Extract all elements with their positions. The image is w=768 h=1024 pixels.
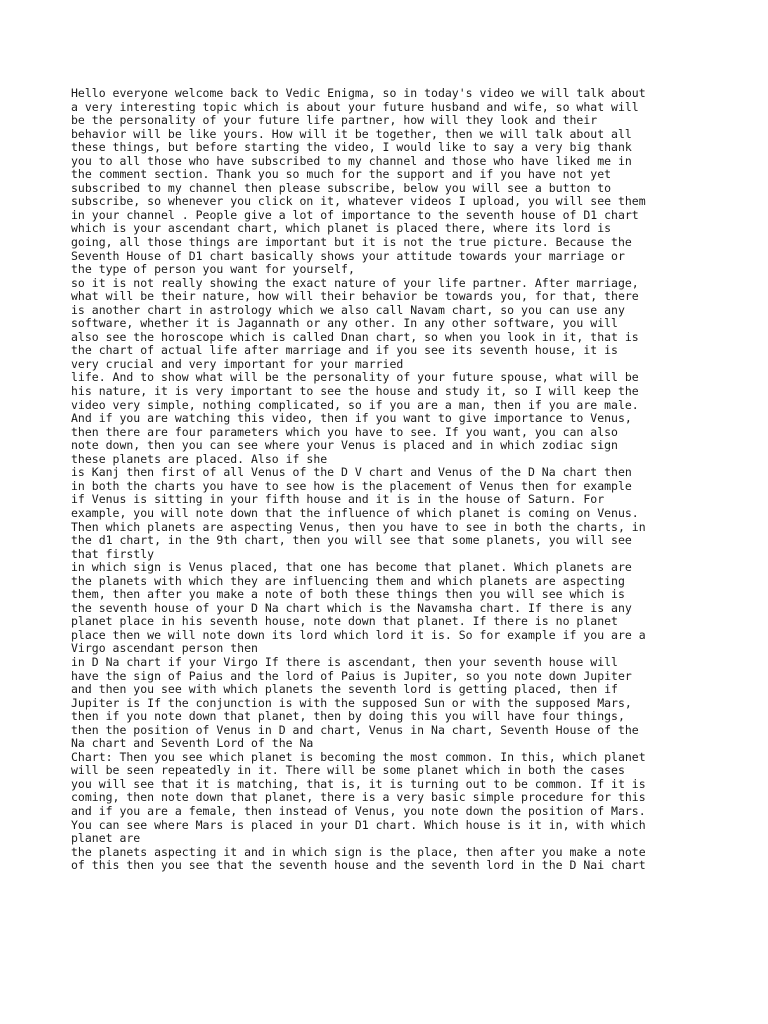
text-line: subscribed to my channel then please subscribe, below you will see a button to — [71, 180, 612, 195]
text-line: of this then you see that the seventh house and the seventh lord in the D Nai chart — [71, 858, 646, 873]
text-line: in D Na chart if your Virgo If there is ascendant, then your seventh house will — [71, 654, 618, 669]
text-line: then there are four parameters which you have to see. If you want, you can also — [71, 424, 618, 439]
text-line: so it is not really showing the exact nature of your life partner. After marriage, — [71, 275, 639, 290]
text-line: planet are — [71, 831, 141, 846]
text-line: is Kanj then first of all Venus of the D V chart and Venus of the D Na chart then — [71, 465, 632, 480]
text-line: his nature, it is very important to see the house and study it, so I will keep the — [71, 384, 639, 399]
text-line: Na chart and Seventh Lord of the Na — [71, 736, 314, 751]
text-line: you will see that it is matching, that is, it is turning out to be common. If it is — [71, 776, 646, 791]
text-line: these planets are placed. Also if she — [71, 451, 328, 466]
text-line: which is your ascendant chart, which planet is placed there, where its lord is — [71, 221, 612, 236]
text-line: have the sign of Paius and the lord of Paius is Jupiter, so you note down Jupiter — [71, 668, 632, 683]
text-line: subscribe, so whenever you click on it, whatever videos I upload, you will see them — [71, 194, 646, 209]
text-line: the d1 chart, in the 9th chart, then you will see that some planets, you will see — [71, 533, 632, 548]
text-line: if Venus is sitting in your fifth house and it is in the house of Saturn. For — [71, 492, 605, 507]
text-line: and if you are a female, then instead of Venus, you note down the position of Mars. — [71, 803, 646, 818]
text-line: in both the charts you have to see how is the placement of Venus then for example — [71, 478, 632, 493]
text-line: also see the horoscope which is called Dnan chart, so when you look in it, that is — [71, 329, 639, 344]
text-line: is another chart in astrology which we also call Navam chart, so you can use any — [71, 302, 625, 317]
text-line: place then we will note down its lord which lord it is. So for example if you are a — [71, 627, 646, 642]
text-line: will be seen repeatedly in it. There will be some planet which in both the cases — [71, 763, 625, 778]
text-line: the comment section. Thank you so much for the support and if you have not yet — [71, 167, 612, 182]
text-line: you to all those who have subscribed to my channel and those who have liked me in — [71, 153, 632, 168]
transcript-text — [71, 87, 701, 873]
text-line: Seventh House of D1 chart basically shows your attitude towards your marriage or — [71, 248, 625, 263]
text-line: planet place in his seventh house, note down that planet. If there is no planet — [71, 614, 618, 629]
text-line: the planets with which they are influencing them and which planets are aspecting — [71, 573, 625, 588]
text-line: these things, but before starting the video, I would like to say a very big thank — [71, 140, 632, 155]
text-line: in which sign is Venus placed, that one has become that planet. Which planets are — [71, 560, 632, 575]
text-line: the type of person you want for yourself, — [71, 262, 355, 277]
text-line: that firstly — [71, 546, 155, 561]
text-line: Jupiter is If the conjunction is with the supposed Sun or with the supposed Mars, — [71, 695, 632, 710]
text-line: Then which planets are aspecting Venus, then you have to see in both the charts, in — [71, 519, 646, 534]
text-line: the seventh house of your D Na chart which is the Navamsha chart. If there is any — [71, 600, 632, 615]
text-line: coming, then note down that planet, there is a very basic simple procedure for this — [71, 790, 646, 805]
text-line: Chart: Then you see which planet is becoming the most common. In this, which planet — [71, 749, 646, 764]
text-line: and then you see with which planets the seventh lord is getting placed, then if — [71, 682, 618, 697]
text-line: Hello everyone welcome back to Vedic Enigma, so in today's video we will talk about — [71, 86, 646, 100]
text-line: them, then after you make a note of both these things then you will see which is — [71, 587, 625, 602]
text-line: life. And to show what will be the personality of your future spouse, what will be — [71, 370, 639, 385]
text-line: a very interesting topic which is about your future husband and wife, so what will — [71, 99, 639, 114]
text-line: very crucial and very important for your married — [71, 356, 404, 371]
text-line: behavior will be like yours. How will it be together, then we will talk about all — [71, 126, 632, 141]
text-line: And if you are watching this video, then if you want to give importance to Venus, — [71, 411, 632, 426]
text-line: what will be their nature, how will their behavior be towards you, for that, there — [71, 289, 639, 304]
text-line: You can see where Mars is placed in your D1 chart. Which house is it in, with which — [71, 817, 646, 832]
text-line: going, all those things are important but it is not the true picture. Because the — [71, 235, 632, 250]
text-line: the chart of actual life after marriage and if you see its seventh house, it is — [71, 343, 618, 358]
text-line: be the personality of your future life partner, how will they look and their — [71, 113, 598, 128]
text-line: then if you note down that planet, then by doing this you will have four things, — [71, 709, 625, 724]
text-line: then the position of Venus in D and chart, Venus in Na chart, Seventh House of the — [71, 722, 639, 737]
text-line: Virgo ascendant person then — [71, 641, 258, 656]
text-line: the planets aspecting it and in which sign is the place, then after you make a note — [71, 844, 646, 859]
text-line: example, you will note down that the influence of which planet is coming on Venus. — [71, 505, 639, 520]
text-line: software, whether it is Jagannath or any other. In any other software, you will — [71, 316, 618, 331]
text-line: in your channel . People give a lot of importance to the seventh house of D1 chart — [71, 207, 639, 222]
text-line: video very simple, nothing complicated, so if you are a man, then if you are male. — [71, 397, 639, 412]
text-line: note down, then you can see where your Venus is placed and in which zodiac sign — [71, 438, 618, 453]
